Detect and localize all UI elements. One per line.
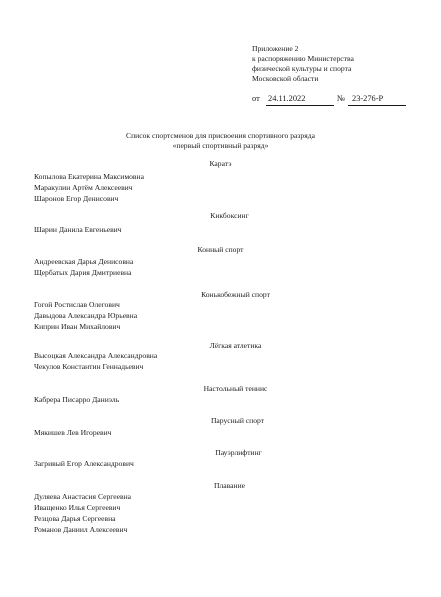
athlete-name: Загривый Егор Александрович (34, 459, 134, 468)
athlete-name: Давыдова Александра Юрьевна (34, 311, 138, 320)
sport-heading: Настольный теннис (203, 384, 268, 393)
annex-header (252, 44, 354, 84)
athlete-name: Копылова Екатерина Максимовна (34, 172, 144, 181)
athlete-list (34, 299, 137, 332)
sport-heading: Плавание (214, 481, 245, 490)
sport-heading: Лёгкая атлетика (209, 341, 262, 350)
document-title (0, 131, 441, 151)
athlete-list (34, 427, 112, 438)
athlete-name: Щербатых Дария Дмитриевна (34, 268, 132, 277)
sport-heading: Пауэрлифтинг (215, 448, 262, 457)
athlete-list (34, 256, 133, 278)
athlete-list (34, 224, 122, 235)
athlete-name: Андреевская Дарья Денисовна (34, 257, 134, 266)
athlete-name: Гогой Ростислав Олегович (34, 300, 120, 309)
athlete-list (34, 350, 157, 372)
title-line-2: «первый спортивный разряд» (172, 141, 269, 150)
athlete-name: Киприн Иван Михайлович (34, 322, 121, 331)
athlete-name: Шаронов Егор Денисович (34, 194, 119, 203)
athlete-name: Высоцкая Александра Александровна (34, 351, 158, 360)
athlete-name: Резцова Дарья Сергеевна (34, 514, 116, 523)
sport-heading: Кикбоксинг (210, 211, 249, 220)
athlete-list (34, 394, 119, 405)
athlete-name: Мякишев Лев Игоревич (34, 428, 112, 437)
athlete-name: Иващенко Илья Сергеевич (34, 503, 121, 512)
title-line-1: Список спортсменов для присвоения спортивного разряда (126, 131, 315, 140)
athlete-name: Романов Даниил Алексеевич (34, 525, 128, 534)
athlete-name: Кабрера Писарро Даниэль (34, 395, 120, 404)
order-date: 24.11.2022 (266, 93, 334, 106)
annex-line: Московской области (252, 74, 319, 83)
athlete-list (34, 171, 144, 204)
sport-heading: Парусный спорт (210, 416, 265, 425)
annex-line: Приложение 2 (252, 44, 299, 53)
order-number: 23-276-Р (348, 93, 406, 106)
sport-heading: Каратэ (209, 159, 232, 168)
sport-heading: Конькобежный спорт (201, 290, 270, 299)
order-number-label: № (337, 94, 345, 103)
annex-line: к распоряжению Министерства (252, 54, 354, 63)
athlete-name: Шарин Данила Евгеньевич (34, 225, 122, 234)
athlete-name: Дуляева Анастасия Сергеевна (34, 492, 132, 501)
annex-line: физической культуры и спорта (252, 64, 352, 73)
athlete-list (34, 458, 134, 469)
athlete-list (34, 491, 131, 535)
athlete-name: Маракулин Артём Алексеевич (34, 183, 133, 192)
order-date-prefix: от (252, 94, 260, 103)
athlete-name: Чекулов Константин Геннадьевич (34, 362, 144, 371)
sport-heading: Конный спорт (197, 245, 244, 254)
